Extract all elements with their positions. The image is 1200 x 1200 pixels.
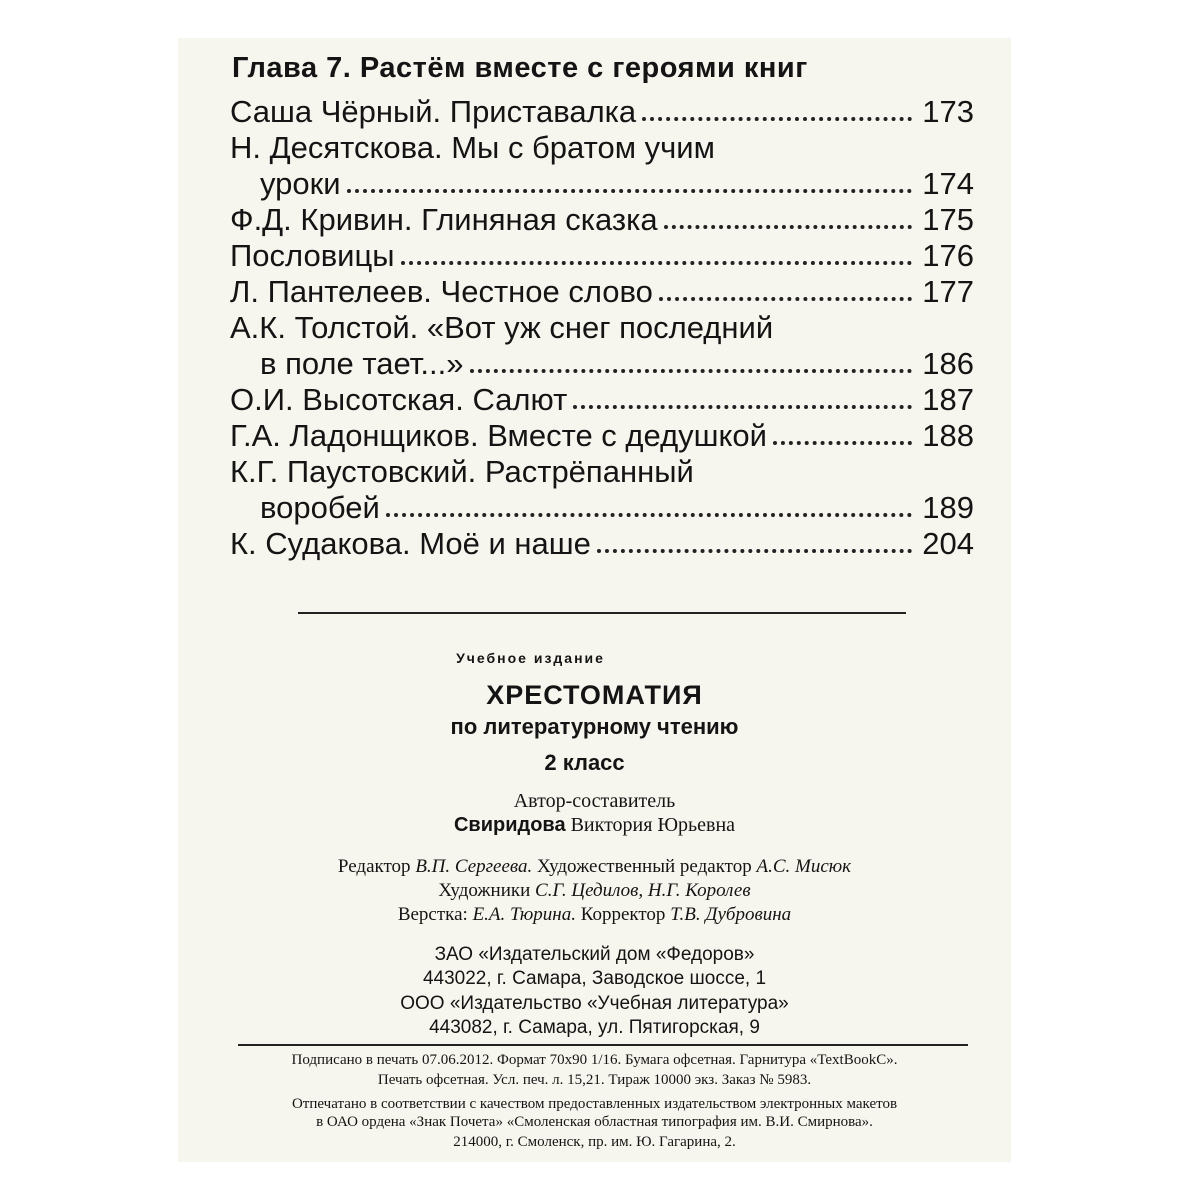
leader-dots xyxy=(401,241,912,265)
toc-text: К.Г. Паустовский. Растрёпанный xyxy=(230,454,694,489)
leader-dots xyxy=(664,205,912,229)
grade: 2 класс xyxy=(544,750,625,775)
book-title: ХРЕСТОМАТИЯ xyxy=(486,680,703,710)
author-surname: Свиридова xyxy=(453,814,566,836)
toc-text: воробей xyxy=(260,490,380,525)
toc-text: Г.А. Ладонщиков. Вместе с дедушкой xyxy=(230,418,767,453)
leader-dots xyxy=(573,385,912,409)
toc-line xyxy=(230,274,974,310)
toc-entry xyxy=(230,94,974,130)
toc-text: О.И. Высотская. Салют xyxy=(230,382,568,417)
toc-text: К. Судакова. Моё и наше xyxy=(230,526,591,561)
toc-line xyxy=(230,166,974,202)
author-name xyxy=(178,814,1011,837)
toc-line xyxy=(230,382,974,418)
leader-dots xyxy=(470,349,912,373)
credits-artists xyxy=(178,880,1011,902)
print-info: Подписано в печать 07.06.2012. Формат 70x90 1/16. Бумага офсетная. Гарнитура «TextBookC». xyxy=(291,1052,898,1068)
toc-entry xyxy=(230,454,974,526)
toc-page-number: 204 xyxy=(922,526,974,561)
publisher-address: 443022, г. Самара, Заводское шоссе, 1 xyxy=(422,968,767,989)
layout-name: Е.А. Тюрина. xyxy=(472,904,576,925)
toc-page-number: 177 xyxy=(922,274,974,309)
divider xyxy=(238,1044,968,1046)
publisher-name: ООО «Издательство «Учебная литература» xyxy=(400,993,789,1014)
toc-line xyxy=(230,454,974,490)
corrector-name: Т.В. Дубровина xyxy=(670,904,792,925)
toc-line xyxy=(230,94,974,130)
toc-page-number: 186 xyxy=(922,346,974,381)
toc-page-number: 175 xyxy=(922,202,974,237)
print-info: Печать офсетная. Усл. печ. л. 15,21. Тираж 10000 экз. Заказ № 5983. xyxy=(377,1072,812,1088)
toc-entry xyxy=(230,274,974,310)
toc-text: в поле тает...» xyxy=(260,346,464,381)
toc-text: Пословицы xyxy=(230,238,395,273)
toc-text: уроки xyxy=(260,166,341,201)
toc-entry xyxy=(230,526,974,562)
toc-page-number: 176 xyxy=(922,238,974,273)
editor-name: В.П. Сергеева. xyxy=(415,856,533,877)
toc-entry xyxy=(230,202,974,238)
editor-label: Редактор xyxy=(337,856,411,877)
leader-dots xyxy=(773,421,912,445)
toc-text: Л. Пантелеев. Честное слово xyxy=(230,274,653,309)
toc-line xyxy=(230,490,974,526)
chapter-title: Глава 7. Растём вместе с героями книг xyxy=(232,52,808,84)
toc-entry xyxy=(230,310,974,382)
toc-page-number: 189 xyxy=(922,490,974,525)
artists-label: Художники xyxy=(438,880,531,901)
leader-dots xyxy=(597,529,912,553)
toc-page-number: 174 xyxy=(922,166,974,201)
toc-line xyxy=(230,526,974,562)
author-label: Автор-составитель xyxy=(513,790,676,812)
toc-line xyxy=(230,346,974,382)
toc-entry xyxy=(230,382,974,418)
toc-page-number: 187 xyxy=(922,382,974,417)
printer-address: 214000, г. Смоленск, пр. им. Ю. Гагарина, 2. xyxy=(453,1134,736,1150)
toc-text: Саша Чёрный. Приставалка xyxy=(230,94,637,129)
toc-line xyxy=(230,238,974,274)
toc-line xyxy=(230,202,974,238)
art-editor-name: А.С. Мисюк xyxy=(756,856,852,877)
leader-dots xyxy=(347,169,912,193)
leader-dots xyxy=(659,277,912,301)
divider xyxy=(298,612,906,614)
credits-layout xyxy=(178,904,1011,926)
toc-entry xyxy=(230,130,974,202)
art-editor-label: Художественный редактор xyxy=(537,856,752,877)
toc-page-number: 188 xyxy=(922,418,974,453)
toc-text: Н. Десятскова. Мы с братом учим xyxy=(230,130,715,165)
author-given-name: Виктория Юрьевна xyxy=(570,814,736,836)
layout-label: Верстка: xyxy=(397,904,468,925)
toc-text: Ф.Д. Кривин. Глиняная сказка xyxy=(230,202,658,237)
toc-page-number: 173 xyxy=(922,94,974,129)
toc-line xyxy=(230,418,974,454)
edition-type: Учебное издание xyxy=(456,650,605,666)
toc-text: А.К. Толстой. «Вот уж снег последний xyxy=(230,310,774,345)
printer-info: Отпечатано в соответствии с качеством предоставленных издательством электронных макетов xyxy=(291,1096,898,1112)
corrector-label: Корректор xyxy=(580,904,666,925)
toc-line xyxy=(230,310,974,346)
publisher-address: 443082, г. Самара, ул. Пятигорская, 9 xyxy=(429,1017,760,1038)
toc-entry xyxy=(230,418,974,454)
table-of-contents xyxy=(230,94,974,562)
leader-dots xyxy=(642,97,912,121)
artists-names: С.Г. Цедилов, Н.Г. Королев xyxy=(535,880,751,901)
book-page xyxy=(178,38,1011,1162)
book-subtitle: по литературному чтению xyxy=(450,714,739,739)
leader-dots xyxy=(386,493,912,517)
publisher-name: ЗАО «Издательский дом «Федоров» xyxy=(434,944,755,965)
toc-entry xyxy=(230,238,974,274)
printer-info: в ОАО ордена «Знак Почета» «Смоленская областная типография им. В.И. Смирнова». xyxy=(316,1114,873,1130)
toc-line xyxy=(230,130,974,166)
credits-editors xyxy=(178,856,1011,878)
